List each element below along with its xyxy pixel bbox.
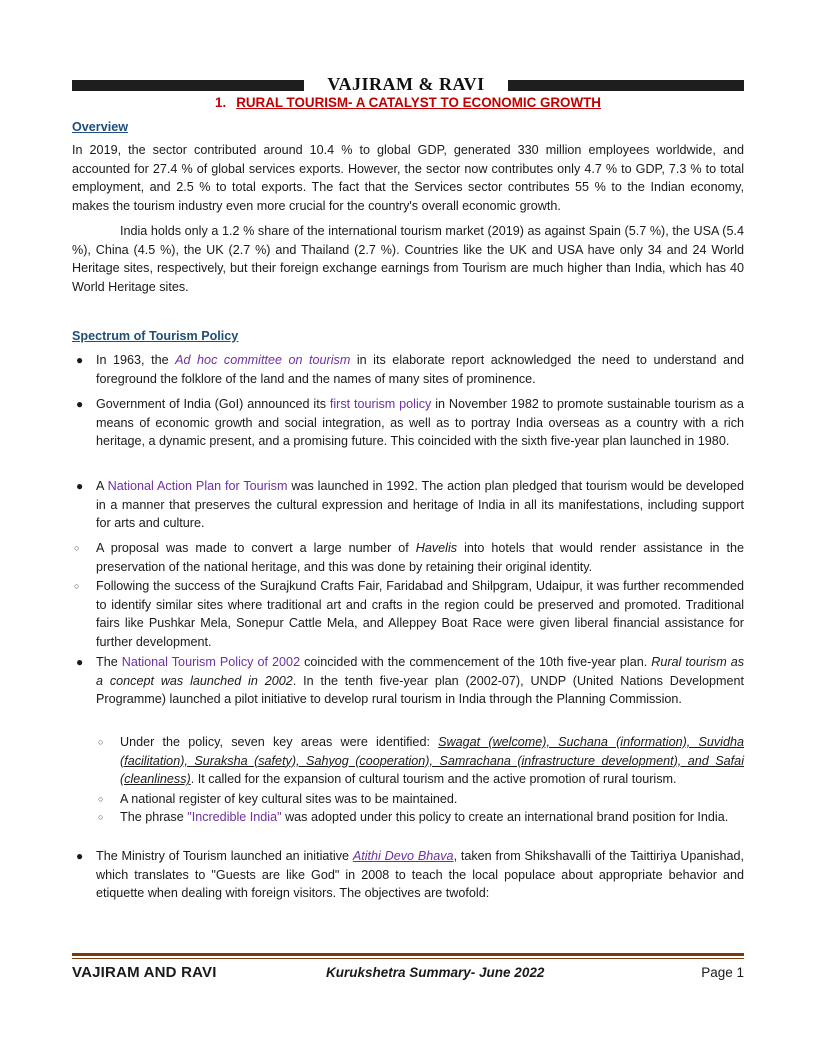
- header-banner: [72, 74, 744, 94]
- hollow-bullet-icon: ○: [98, 737, 104, 747]
- list-item: ● In 1963, the Ad hoc committee on tourism in its elaborate report acknowledged the need to understand and foreground the folklore of the land and the names of many sites of prominence.: [76, 353, 744, 386]
- bullet-icon: ●: [76, 479, 84, 493]
- list-item: ○ A national register of key cultural sites was to be maintained.: [120, 790, 744, 809]
- overview-paragraph-2: India holds only a 1.2 % share of the international tourism market (2019) as against Spain (5.7 %), the USA (5.4 %), China (4.5 %), the UK (2.7 %) and Thailand (2.7 %). Countries like the UK and USA have only 34 and 24 World Heritage sites, respectively, but their foreign exchange earnings from Tourism are much higher than India, which has 40 World Heritage sites.: [72, 224, 744, 294]
- title-text: RURAL TOURISM- A CATALYST TO ECONOMIC GROWTH: [236, 95, 601, 110]
- list-item: ● The National Tourism Policy of 2002 coincided with the commencement of the 10th five-year plan. Rural tourism as a concept was launched in 2002. In the tenth five-year plan (2002-07), UNDP (United Nations Development Programme) launched a pilot initiative to develop rural tourism in India through the Planning Commission.: [76, 655, 745, 707]
- document-page: [72, 0, 744, 1056]
- overview-paragraph-1: In 2019, the sector contributed around 10.4 % to global GDP, generated 330 million employees worldwide, and accounted for 27.4 % of global services exports. However, the sector now contributes only 4.7 % to GDP, 7.3 % to total employment, and 2.5 % to total exports. The fact that the Services sector contributes 55 % to the Indian economy, makes the tourism industry even more crucial for the country's overall economic growth.: [72, 143, 744, 213]
- footer-document-title: Kurukshetra Summary- June 2022: [326, 965, 545, 980]
- header-bar-left: [72, 80, 304, 91]
- bullet-icon: ●: [76, 849, 84, 863]
- bullet-icon: ●: [76, 397, 84, 411]
- list-item: ○ A proposal was made to convert a large number of Havelis into hotels that would render assistance in the preservation of the national heritage, and this was done by retaining their original identity.: [74, 541, 744, 574]
- list-item: ● A National Action Plan for Tourism was launched in 1992. The action plan pledged that tourism would be developed in a manner that preserves the cultural expression and heritage of India in all its manifestations, including support for arts and culture.: [76, 479, 744, 531]
- list-item: ○ Under the policy, seven key areas were identified: Swagat (welcome), Suchana (information), Suvidha (facilitation), Suraksha (safety), Sahyog (cooperation), Samrachana (infrastructure development), and Safai (cleanliness). It called for the expansion of cultural tourism and the active promotion of rural tourism.: [98, 735, 744, 787]
- footer-rule: [72, 953, 744, 956]
- list-item: ● The Ministry of Tourism launched an initiative Atithi Devo Bhava, taken from Shikshavalli of the Taittiriya Upanishad, which translates to "Guests are like God" in 2008 to teach the local populace about appropriate behavior and etiquette when dealing with foreign visitors. The objectives are twofold:: [76, 849, 744, 901]
- list-item: ○ Following the success of the Surajkund Crafts Fair, Faridabad and Shilpgram, Udaipur, it was further recommended to identify similar sites where traditional art and crafts in the region could be preserved and promoted. Traditional fairs like Pushkar Mela, Sonepur Cattle Mela, and Alleppey Boat Race were given liberal financial assistance for further development.: [74, 579, 744, 649]
- title-number: 1.: [215, 95, 227, 110]
- footer-rule-thin: [72, 958, 744, 959]
- spectrum-heading: Spectrum of Tourism Policy: [72, 329, 239, 343]
- page-title: [72, 94, 744, 113]
- header-brand: VAJIRAM & RAVI: [327, 74, 485, 94]
- overview-heading: Overview: [72, 120, 129, 134]
- header-bar-right: [508, 80, 744, 91]
- hollow-bullet-icon: ○: [74, 543, 80, 553]
- hollow-bullet-icon: ○: [98, 794, 104, 804]
- bullet-icon: ●: [76, 353, 84, 367]
- hollow-bullet-icon: ○: [98, 812, 104, 822]
- list-item: ○ The phrase "Incredible India" was adopted under this policy to create an international brand position for India.: [120, 808, 744, 827]
- page-number: Page 1: [701, 965, 744, 980]
- list-item: ● Government of India (GoI) announced its first tourism policy in November 1982 to promote sustainable tourism as a means of economic growth and social integration, as well as to portray India overseas as a country with a rich heritage, a dynamic present, and a promising future. This coincided with the sixth five-year plan launched in 1980.: [76, 397, 744, 449]
- hollow-bullet-icon: ○: [74, 581, 80, 591]
- bullet-icon: ●: [76, 655, 84, 669]
- footer-brand: VAJIRAM AND RAVI: [72, 964, 217, 981]
